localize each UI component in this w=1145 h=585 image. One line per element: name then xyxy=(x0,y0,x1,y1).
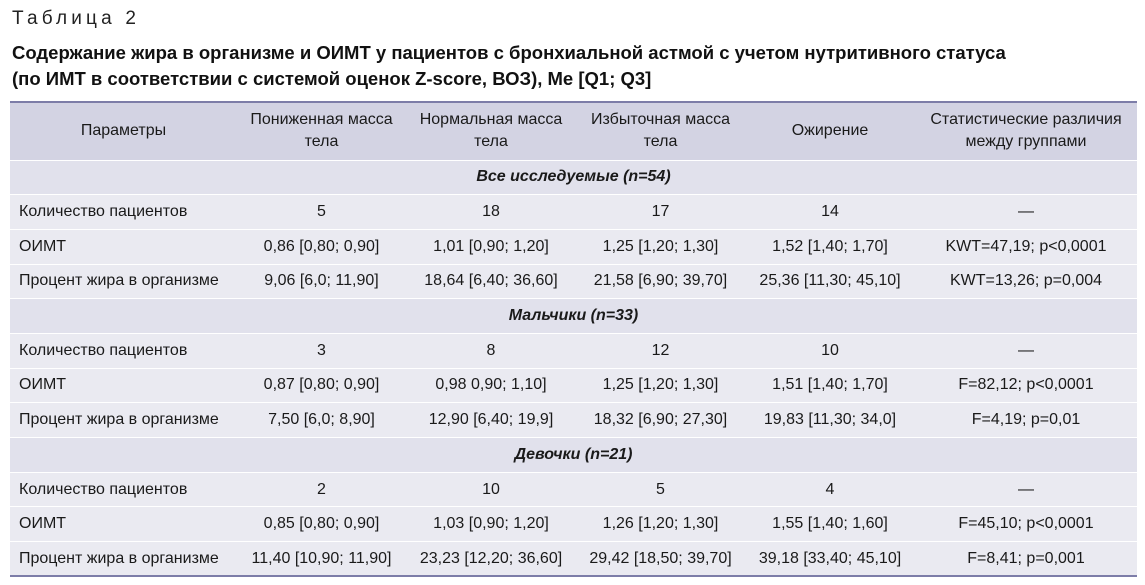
group-row xyxy=(10,160,1137,195)
caption-line-1: Содержание жира в организме и ОИМТ у пациентов с бронхиальной астмой с учетом нутритивного статуса xyxy=(12,42,1006,63)
header-obesity: Ожирение xyxy=(791,122,869,140)
cell-normal: 12,90 [6,40; 19,9] xyxy=(406,403,576,438)
cell-stats: — xyxy=(915,195,1137,230)
cell-normal: 1,01 [0,90; 1,20] xyxy=(406,229,576,264)
table-row xyxy=(10,403,1137,438)
table-row xyxy=(10,333,1137,368)
cell-normal: 23,23 [12,20; 36,60] xyxy=(406,542,576,577)
cell-obese: 14 xyxy=(745,195,915,230)
cell-param: ОИМТ xyxy=(10,507,237,542)
cell-normal: 18,64 [6,40; 36,60] xyxy=(406,264,576,299)
cell-low: 5 xyxy=(237,195,406,230)
cell-param: Процент жира в организме xyxy=(10,542,237,577)
table-number-label: Таблица 2 xyxy=(12,8,141,29)
cell-low: 0,85 [0,80; 0,90] xyxy=(237,507,406,542)
cell-param: Количество пациентов xyxy=(10,333,237,368)
table-row xyxy=(10,195,1137,230)
cell-obese: 1,52 [1,40; 1,70] xyxy=(745,229,915,264)
cell-over: 29,42 [18,50; 39,70] xyxy=(576,542,745,577)
cell-param: Процент жира в организме xyxy=(10,264,237,299)
cell-obese: 1,55 [1,40; 1,60] xyxy=(745,507,915,542)
cell-param: ОИМТ xyxy=(10,229,237,264)
table-header xyxy=(10,102,1137,160)
cell-param: ОИМТ xyxy=(10,368,237,403)
header-row xyxy=(10,102,1137,160)
cell-obese: 39,18 [33,40; 45,10] xyxy=(745,542,915,577)
group-row xyxy=(10,438,1137,473)
cell-over: 12 xyxy=(576,333,745,368)
group-row xyxy=(10,299,1137,334)
cell-stats: — xyxy=(915,472,1137,507)
cell-low: 9,06 [6,0; 11,90] xyxy=(237,264,406,299)
cell-stats: F=4,19; p=0,01 xyxy=(915,403,1137,438)
cell-stats: F=45,10; p<0,0001 xyxy=(915,507,1137,542)
group-title: Девочки (n=21) xyxy=(10,438,1137,473)
cell-stats: — xyxy=(915,333,1137,368)
cell-stats: F=8,41; p=0,001 xyxy=(915,542,1137,577)
cell-over: 21,58 [6,90; 39,70] xyxy=(576,264,745,299)
cell-over: 1,25 [1,20; 1,30] xyxy=(576,229,745,264)
group-title: Все исследуемые (n=54) xyxy=(10,160,1137,195)
header-params: Параметры xyxy=(80,122,167,140)
table-row xyxy=(10,368,1137,403)
table-row xyxy=(10,507,1137,542)
cell-obese: 1,51 [1,40; 1,70] xyxy=(745,368,915,403)
cell-over: 17 xyxy=(576,195,745,230)
header-low-weight: Пониженная масса тела xyxy=(250,111,393,151)
table-row xyxy=(10,264,1137,299)
cell-normal: 18 xyxy=(406,195,576,230)
cell-param: Количество пациентов xyxy=(10,195,237,230)
cell-low: 0,87 [0,80; 0,90] xyxy=(237,368,406,403)
cell-over: 18,32 [6,90; 27,30] xyxy=(576,403,745,438)
cell-low: 2 xyxy=(237,472,406,507)
cell-normal: 0,98 0,90; 1,10] xyxy=(406,368,576,403)
cell-stats: KWT=13,26; p=0,004 xyxy=(915,264,1137,299)
cell-over: 1,25 [1,20; 1,30] xyxy=(576,368,745,403)
cell-obese: 19,83 [11,30; 34,0] xyxy=(745,403,915,438)
cell-low: 0,86 [0,80; 0,90] xyxy=(237,229,406,264)
group-title: Мальчики (n=33) xyxy=(10,299,1137,334)
cell-stats: KWT=47,19; p<0,0001 xyxy=(915,229,1137,264)
cell-stats: F=82,12; p<0,0001 xyxy=(915,368,1137,403)
cell-param: Процент жира в организме xyxy=(10,403,237,438)
table-body xyxy=(10,160,1137,576)
cell-param: Количество пациентов xyxy=(10,472,237,507)
cell-low: 7,50 [6,0; 8,90] xyxy=(237,403,406,438)
cell-low: 3 xyxy=(237,333,406,368)
cell-obese: 25,36 [11,30; 45,10] xyxy=(745,264,915,299)
data-table xyxy=(10,101,1137,577)
cell-normal: 8 xyxy=(406,333,576,368)
header-overweight: Избыточная масса тела xyxy=(591,111,730,151)
header-normal-weight: Нормальная масса тела xyxy=(419,111,563,151)
cell-over: 5 xyxy=(576,472,745,507)
cell-normal: 10 xyxy=(406,472,576,507)
cell-obese: 10 xyxy=(745,333,915,368)
table-row xyxy=(10,229,1137,264)
caption-line-2: (по ИМТ в соответствии с системой оценок Z-score, ВОЗ), Me [Q1; Q3] xyxy=(12,68,652,89)
header-statistics: Статистические различия между группами xyxy=(930,111,1122,151)
cell-normal: 1,03 [0,90; 1,20] xyxy=(406,507,576,542)
cell-over: 1,26 [1,20; 1,30] xyxy=(576,507,745,542)
cell-low: 11,40 [10,90; 11,90] xyxy=(237,542,406,577)
table-row xyxy=(10,542,1137,577)
table-caption xyxy=(12,40,1137,92)
cell-obese: 4 xyxy=(745,472,915,507)
table-row xyxy=(10,472,1137,507)
